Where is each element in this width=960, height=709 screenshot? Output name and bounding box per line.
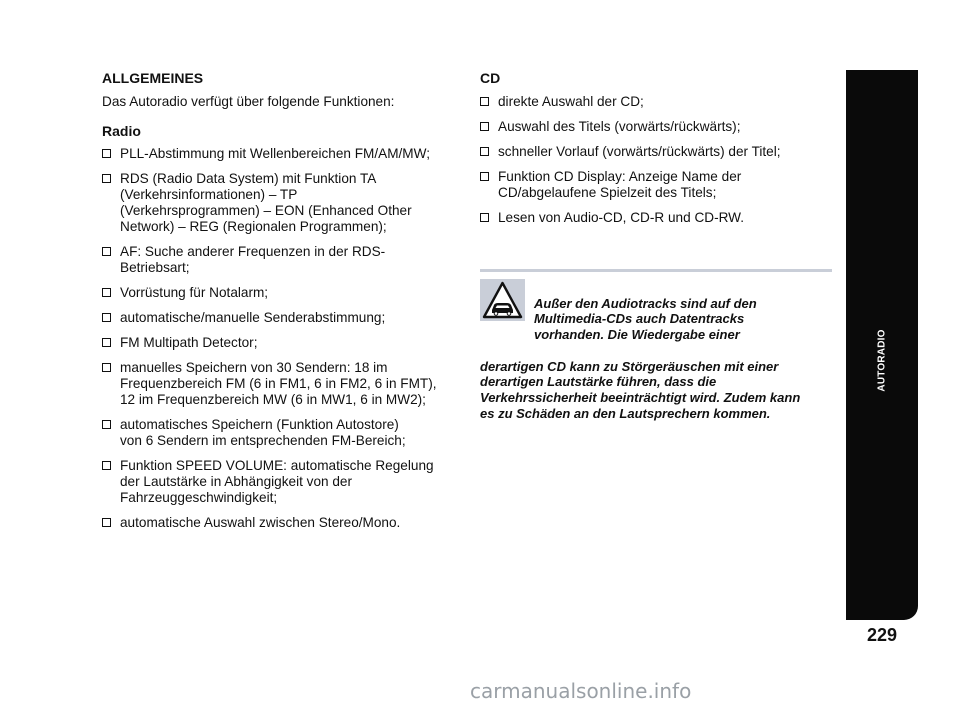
list-item: Auswahl des Titels (vorwärts/rückwärts); xyxy=(480,119,832,135)
left-column xyxy=(102,70,452,540)
checkbox-bullet-icon xyxy=(102,174,111,183)
checkbox-bullet-icon xyxy=(480,213,489,222)
checkbox-bullet-icon xyxy=(102,338,111,347)
checkbox-bullet-icon xyxy=(102,420,111,429)
right-column xyxy=(480,70,832,235)
list-item: FM Multipath Detector; xyxy=(102,335,452,351)
list-item: schneller Vorlauf (vorwärts/rückwärts) der Titel; xyxy=(480,144,832,160)
section-tab-label: AUTORADIO xyxy=(876,328,888,392)
list-item: PLL-Abstimmung mit Wellenbereichen FM/AM/MW; xyxy=(102,146,452,162)
list-item: Vorrüstung für Notalarm; xyxy=(102,285,452,301)
checkbox-bullet-icon xyxy=(102,247,111,256)
checkbox-bullet-icon xyxy=(102,313,111,322)
checkbox-bullet-icon xyxy=(102,149,111,158)
checkbox-bullet-icon xyxy=(102,461,111,470)
list-item: AF: Suche anderer Frequenzen in der RDS- Betriebsart; xyxy=(102,244,452,276)
checkbox-bullet-icon xyxy=(480,97,489,106)
list-item: direkte Auswahl der CD; xyxy=(480,94,832,110)
list-item: Lesen von Audio-CD, CD-R und CD-RW. xyxy=(480,210,832,226)
list-item: automatisches Speichern (Funktion Autostore) von 6 Sendern im entsprechenden FM-Bereich; xyxy=(102,417,452,449)
section-heading: ALLGEMEINES xyxy=(102,70,204,86)
checkbox-bullet-icon xyxy=(480,172,489,181)
list-item: Funktion SPEED VOLUME: automatische Regelung der Lautstärke in Abhängigkeit von der Fahrzeuggeschwindigkeit; xyxy=(102,458,452,506)
warning-text-rest: derartigen CD kann zu Störgeräuschen mit einer derartigen Lautstärke führen, dass die Verkehrssicherheit beeinträchtigt wird. Zudem kann es zu Schäden an den Lautsprechern kommen. xyxy=(480,358,801,421)
warning-text xyxy=(480,280,832,421)
cd-heading: CD xyxy=(480,70,501,86)
warning-divider xyxy=(480,269,832,272)
radio-feature-list xyxy=(102,146,452,531)
warning-text-indented: Außer den Audiotracks sind auf den Multimedia-CDs auch Datentracks vorhanden. Die Wiedergabe einer xyxy=(534,295,757,343)
checkbox-bullet-icon xyxy=(480,122,489,131)
cd-feature-list xyxy=(480,94,832,226)
checkbox-bullet-icon xyxy=(102,288,111,297)
intro-text: Das Autoradio verfügt über folgende Funktionen: xyxy=(102,94,395,109)
list-item: manuelles Speichern von 30 Sendern: 18 im Frequenzbereich FM (6 in FM1, 6 in FM2, 6 in FMT), 12 im Frequenzbereich MW (6 in MW1, 6 in MW2); xyxy=(102,360,452,408)
list-item: automatische Auswahl zwischen Stereo/Mono. xyxy=(102,515,452,531)
list-item: automatische/manuelle Senderabstimmung; xyxy=(102,310,452,326)
list-item: RDS (Radio Data System) mit Funktion TA (Verkehrsinformationen) – TP (Verkehrsprogrammen) – EON (Enhanced Other Network) – REG (Regionalen Programmen); xyxy=(102,171,452,235)
checkbox-bullet-icon xyxy=(102,363,111,372)
checkbox-bullet-icon xyxy=(480,147,489,156)
checkbox-bullet-icon xyxy=(102,518,111,527)
page-number: 229 xyxy=(866,625,898,645)
radio-subheading: Radio xyxy=(102,123,141,139)
list-item: Funktion CD Display: Anzeige Name der CD/abgelaufene Spielzeit des Titels; xyxy=(480,169,832,201)
watermark: carmanualsonline.info xyxy=(470,679,692,703)
